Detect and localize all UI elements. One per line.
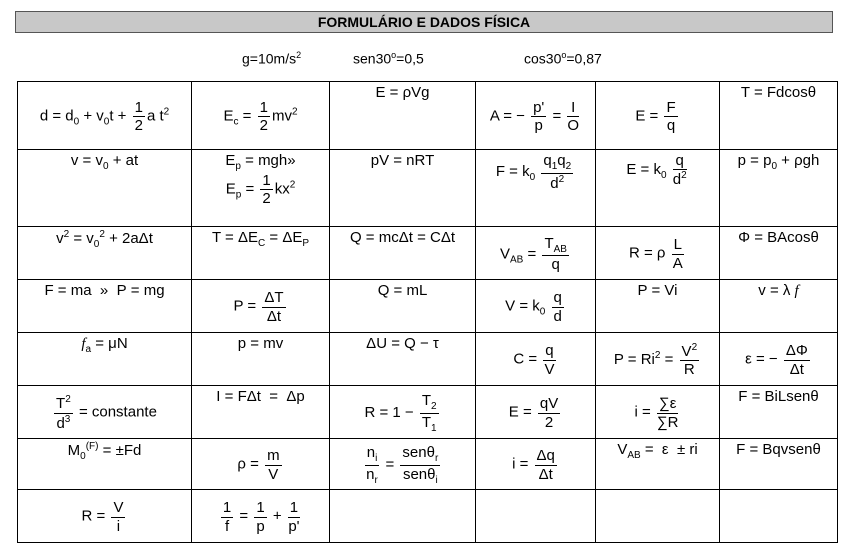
formula-cell: P = Vi [596, 280, 720, 333]
formula-cell: → F = m→ a » → P = m→ g [18, 280, 192, 333]
page-title: FORMULÁRIO E DADOS FÍSICA [15, 11, 833, 33]
formula-cell: $\frac{T^2}{d^3}$ = constante [18, 386, 192, 439]
formula-cell: R = 1 − $\frac{T_2}{T_1}$ [330, 386, 476, 439]
formula-cell: $T = \Delta E_C = \Delta E_P$ [192, 227, 330, 280]
formula-cell: E = ρVg [330, 82, 476, 150]
formula-cell: $p = p_0 + \rho gh$ [720, 150, 838, 227]
formula-table [17, 81, 838, 543]
formula-cell: ΔU = Q − τ [330, 333, 476, 386]
formula-cell: F = BiLsenθ [720, 386, 838, 439]
cosine-constant: $\cos 30^o=0,87$ [524, 50, 602, 67]
formula-cell: $M_0^{(F)} = \pm Fd$ [18, 439, 192, 490]
formula-cell: $v = v_0$ + at [18, 150, 192, 227]
formula-cell: $f_a = \mu N$ [18, 333, 192, 386]
formula-cell: $\frac{n_i}{n_r}$ = $\frac{sen\theta_r}{sen\theta_i}$ [330, 439, 476, 490]
formula-cell: R = ρ $\frac{L}{A}$ [596, 227, 720, 280]
table-row [18, 150, 838, 227]
table-row [18, 386, 838, 439]
empty-cell [596, 490, 720, 543]
formula-cell: → I = → FΔt = Δ→ p [192, 386, 330, 439]
table-row [18, 490, 838, 543]
formula-cell: F = Bqvsenθ [720, 439, 838, 490]
empty-cell [720, 490, 838, 543]
formula-cell: $E = k_0$ $\frac{q}{d^2}$ [596, 150, 720, 227]
formula-cell: pV = nRT [330, 150, 476, 227]
formula-cell: E = $\frac{qV}{2}$ [476, 386, 596, 439]
formula-cell: T = Fdcosθ [720, 82, 838, 150]
formula-cell: i = $\frac{\sum\varepsilon}{\sum R}$ [596, 386, 720, 439]
formula-cell: Q = mcΔt = CΔt [330, 227, 476, 280]
formula-cell: $v^2 = v_0^2 + 2a\Delta t$ [18, 227, 192, 280]
formula-cell: P = $\frac{\Delta T}{\Delta t}$ [192, 280, 330, 333]
formula-cell: $d = d_0 + v_0t$ + $\frac{1}{2}$ a $t^2$ [18, 82, 192, 150]
empty-cell [476, 490, 596, 543]
formula-cell: $V_{AB}$ = $\frac{T_{AB}}{q}$ [476, 227, 596, 280]
formula-cell: $E_c$ = $\frac{1}{2}$ $mv^2$ [192, 82, 330, 150]
formula-cell: A = − $\frac{p'}{p}$ = $\frac{I}{O}$ [476, 82, 596, 150]
sine-constant: $sen30^o=0,5$ [353, 50, 424, 67]
formula-cell: $\frac{1}{f}$ = $\frac{1}{p}$ + $\frac{1}{p'}$ [192, 490, 330, 543]
formula-cell: R = $\frac{V}{i}$ [18, 490, 192, 543]
formula-cell: E = $\frac{F}{q}$ [596, 82, 720, 150]
formula-cell: i = $\frac{\Delta q}{\Delta t}$ [476, 439, 596, 490]
formula-cell: $E_p$ = mgh» $E_p$ = $\frac{1}{2}$ $kx^2$ [192, 150, 330, 227]
formula-cell: → p = m→ v [192, 333, 330, 386]
table-row [18, 333, 838, 386]
formula-cell: $F = k_0$ $\frac{q_1q_2}{d^2}$ [476, 150, 596, 227]
table-row [18, 280, 838, 333]
formula-cell: ε = − $\frac{\Delta\Phi}{\Delta t}$ [720, 333, 838, 386]
formula-cell: C = $\frac{q}{V}$ [476, 333, 596, 386]
table-row [18, 82, 838, 150]
empty-cell [330, 490, 476, 543]
formula-cell: $P = Ri^2$ = $\frac{V^2}{R}$ [596, 333, 720, 386]
table-row [18, 439, 838, 490]
table-row [18, 227, 838, 280]
formula-cell: Φ = BAcosθ [720, 227, 838, 280]
gravity-constant: $g=10m/s^2$ [242, 50, 302, 67]
formula-cell: $V_{AB} = \varepsilon$ ± ri [596, 439, 720, 490]
formula-cell: v = λ f [720, 280, 838, 333]
formula-cell: $V = k_0$ $\frac{q}{d}$ [476, 280, 596, 333]
formula-cell: ρ = $\frac{m}{V}$ [192, 439, 330, 490]
formula-cell: Q = mL [330, 280, 476, 333]
